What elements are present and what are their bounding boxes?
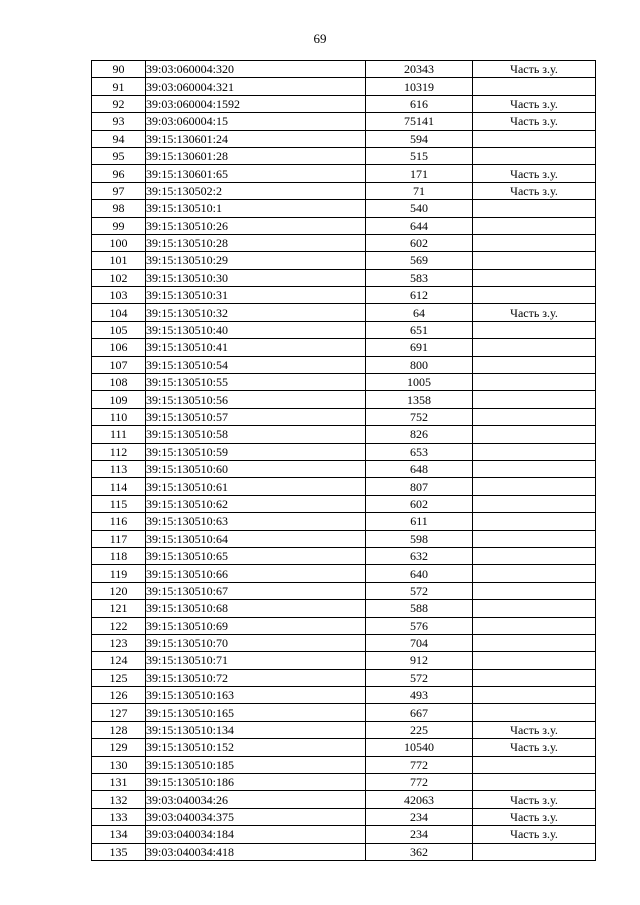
cadastral-number-cell: 39:15:130510:152 bbox=[146, 739, 366, 756]
table-row bbox=[92, 287, 596, 304]
area-cell: 20343 bbox=[366, 61, 473, 78]
note-cell: Часть з.у. bbox=[473, 165, 596, 182]
note-cell bbox=[473, 530, 596, 547]
cadastral-number-cell: 39:15:130510:26 bbox=[146, 217, 366, 234]
note-cell bbox=[473, 600, 596, 617]
row-number-cell: 119 bbox=[92, 565, 146, 582]
table-row bbox=[92, 826, 596, 843]
cadastral-number-cell: 39:15:130510:40 bbox=[146, 321, 366, 338]
cadastral-number-cell: 39:15:130510:62 bbox=[146, 495, 366, 512]
row-number-cell: 94 bbox=[92, 130, 146, 147]
note-cell bbox=[473, 339, 596, 356]
note-cell: Часть з.у. bbox=[473, 61, 596, 78]
row-number-cell: 96 bbox=[92, 165, 146, 182]
note-cell: Часть з.у. bbox=[473, 95, 596, 112]
note-cell bbox=[473, 652, 596, 669]
table-row bbox=[92, 721, 596, 738]
row-number-cell: 105 bbox=[92, 321, 146, 338]
land-plots-table bbox=[91, 60, 596, 861]
row-number-cell: 123 bbox=[92, 634, 146, 651]
note-cell bbox=[473, 200, 596, 217]
table-row bbox=[92, 252, 596, 269]
row-number-cell: 103 bbox=[92, 287, 146, 304]
note-cell bbox=[473, 426, 596, 443]
row-number-cell: 99 bbox=[92, 217, 146, 234]
cadastral-number-cell: 39:15:130510:69 bbox=[146, 617, 366, 634]
cadastral-number-cell: 39:15:130601:65 bbox=[146, 165, 366, 182]
table-row bbox=[92, 269, 596, 286]
row-number-cell: 132 bbox=[92, 791, 146, 808]
table-row bbox=[92, 704, 596, 721]
note-cell bbox=[473, 495, 596, 512]
table-row bbox=[92, 95, 596, 112]
cadastral-number-cell: 39:15:130510:163 bbox=[146, 687, 366, 704]
row-number-cell: 100 bbox=[92, 234, 146, 251]
note-cell bbox=[473, 704, 596, 721]
area-cell: 667 bbox=[366, 704, 473, 721]
row-number-cell: 102 bbox=[92, 269, 146, 286]
row-number-cell: 130 bbox=[92, 756, 146, 773]
note-cell bbox=[473, 252, 596, 269]
area-cell: 640 bbox=[366, 565, 473, 582]
note-cell: Часть з.у. bbox=[473, 826, 596, 843]
table-row bbox=[92, 495, 596, 512]
note-cell bbox=[473, 374, 596, 391]
cadastral-number-cell: 39:15:130502:2 bbox=[146, 182, 366, 199]
table-row bbox=[92, 391, 596, 408]
area-cell: 71 bbox=[366, 182, 473, 199]
area-cell: 64 bbox=[366, 304, 473, 321]
row-number-cell: 127 bbox=[92, 704, 146, 721]
cadastral-number-cell: 39:15:130510:165 bbox=[146, 704, 366, 721]
area-cell: 800 bbox=[366, 356, 473, 373]
table-row bbox=[92, 426, 596, 443]
cadastral-number-cell: 39:03:040034:418 bbox=[146, 843, 366, 860]
table-body bbox=[92, 61, 596, 861]
cadastral-number-cell: 39:15:130510:71 bbox=[146, 652, 366, 669]
area-cell: 1005 bbox=[366, 374, 473, 391]
table-row bbox=[92, 78, 596, 95]
note-cell bbox=[473, 391, 596, 408]
cadastral-number-cell: 39:15:130510:55 bbox=[146, 374, 366, 391]
row-number-cell: 98 bbox=[92, 200, 146, 217]
table-row bbox=[92, 669, 596, 686]
area-cell: 602 bbox=[366, 234, 473, 251]
row-number-cell: 97 bbox=[92, 182, 146, 199]
area-cell: 602 bbox=[366, 495, 473, 512]
row-number-cell: 101 bbox=[92, 252, 146, 269]
area-cell: 75141 bbox=[366, 113, 473, 130]
table-row bbox=[92, 113, 596, 130]
area-cell: 772 bbox=[366, 756, 473, 773]
row-number-cell: 91 bbox=[92, 78, 146, 95]
area-cell: 912 bbox=[366, 652, 473, 669]
row-number-cell: 133 bbox=[92, 808, 146, 825]
cadastral-number-cell: 39:15:130510:64 bbox=[146, 530, 366, 547]
note-cell bbox=[473, 669, 596, 686]
row-number-cell: 113 bbox=[92, 460, 146, 477]
area-cell: 653 bbox=[366, 443, 473, 460]
cadastral-number-cell: 39:03:040034:184 bbox=[146, 826, 366, 843]
note-cell: Часть з.у. bbox=[473, 182, 596, 199]
row-number-cell: 107 bbox=[92, 356, 146, 373]
note-cell bbox=[473, 443, 596, 460]
area-cell: 807 bbox=[366, 478, 473, 495]
area-cell: 572 bbox=[366, 582, 473, 599]
note-cell bbox=[473, 565, 596, 582]
area-cell: 234 bbox=[366, 826, 473, 843]
note-cell bbox=[473, 287, 596, 304]
table-row bbox=[92, 61, 596, 78]
cadastral-number-cell: 39:03:040034:375 bbox=[146, 808, 366, 825]
table-row bbox=[92, 652, 596, 669]
area-cell: 171 bbox=[366, 165, 473, 182]
row-number-cell: 90 bbox=[92, 61, 146, 78]
cadastral-number-cell: 39:15:130510:60 bbox=[146, 460, 366, 477]
note-cell bbox=[473, 408, 596, 425]
table-row bbox=[92, 634, 596, 651]
row-number-cell: 135 bbox=[92, 843, 146, 860]
cadastral-number-cell: 39:15:130510:57 bbox=[146, 408, 366, 425]
cadastral-number-cell: 39:15:130510:67 bbox=[146, 582, 366, 599]
cadastral-number-cell: 39:03:060004:321 bbox=[146, 78, 366, 95]
note-cell bbox=[473, 356, 596, 373]
table-row bbox=[92, 547, 596, 564]
table-row bbox=[92, 791, 596, 808]
note-cell bbox=[473, 234, 596, 251]
table-row bbox=[92, 739, 596, 756]
cadastral-number-cell: 39:15:130510:32 bbox=[146, 304, 366, 321]
table-row bbox=[92, 443, 596, 460]
note-cell bbox=[473, 460, 596, 477]
cadastral-number-cell: 39:03:060004:1592 bbox=[146, 95, 366, 112]
table-row bbox=[92, 460, 596, 477]
area-cell: 515 bbox=[366, 147, 473, 164]
note-cell: Часть з.у. bbox=[473, 304, 596, 321]
cadastral-number-cell: 39:15:130510:1 bbox=[146, 200, 366, 217]
cadastral-number-cell: 39:03:060004:15 bbox=[146, 113, 366, 130]
table-row bbox=[92, 374, 596, 391]
table-row bbox=[92, 234, 596, 251]
table-row bbox=[92, 165, 596, 182]
note-cell bbox=[473, 147, 596, 164]
table-row bbox=[92, 478, 596, 495]
table-row bbox=[92, 356, 596, 373]
cadastral-number-cell: 39:15:130510:185 bbox=[146, 756, 366, 773]
cadastral-number-cell: 39:15:130510:68 bbox=[146, 600, 366, 617]
note-cell bbox=[473, 617, 596, 634]
area-cell: 569 bbox=[366, 252, 473, 269]
table-row bbox=[92, 617, 596, 634]
note-cell bbox=[473, 843, 596, 860]
cadastral-number-cell: 39:15:130510:186 bbox=[146, 774, 366, 791]
row-number-cell: 108 bbox=[92, 374, 146, 391]
area-cell: 691 bbox=[366, 339, 473, 356]
area-cell: 611 bbox=[366, 513, 473, 530]
row-number-cell: 125 bbox=[92, 669, 146, 686]
row-number-cell: 104 bbox=[92, 304, 146, 321]
cadastral-number-cell: 39:15:130510:29 bbox=[146, 252, 366, 269]
note-cell bbox=[473, 513, 596, 530]
note-cell: Часть з.у. bbox=[473, 113, 596, 130]
row-number-cell: 129 bbox=[92, 739, 146, 756]
cadastral-number-cell: 39:15:130510:61 bbox=[146, 478, 366, 495]
page-number: 69 bbox=[313, 31, 327, 46]
area-cell: 632 bbox=[366, 547, 473, 564]
note-cell bbox=[473, 774, 596, 791]
area-cell: 752 bbox=[366, 408, 473, 425]
note-cell: Часть з.у. bbox=[473, 721, 596, 738]
note-cell: Часть з.у. bbox=[473, 791, 596, 808]
table-row bbox=[92, 408, 596, 425]
note-cell bbox=[473, 269, 596, 286]
area-cell: 772 bbox=[366, 774, 473, 791]
table-row bbox=[92, 130, 596, 147]
cadastral-number-cell: 39:03:040034:26 bbox=[146, 791, 366, 808]
cadastral-number-cell: 39:15:130510:41 bbox=[146, 339, 366, 356]
cadastral-number-cell: 39:15:130510:134 bbox=[146, 721, 366, 738]
row-number-cell: 131 bbox=[92, 774, 146, 791]
area-cell: 1358 bbox=[366, 391, 473, 408]
area-cell: 234 bbox=[366, 808, 473, 825]
row-number-cell: 121 bbox=[92, 600, 146, 617]
table-row bbox=[92, 843, 596, 860]
table-row bbox=[92, 339, 596, 356]
area-cell: 42063 bbox=[366, 791, 473, 808]
note-cell bbox=[473, 687, 596, 704]
row-number-cell: 115 bbox=[92, 495, 146, 512]
cadastral-number-cell: 39:15:130510:30 bbox=[146, 269, 366, 286]
note-cell bbox=[473, 321, 596, 338]
area-cell: 576 bbox=[366, 617, 473, 634]
note-cell bbox=[473, 78, 596, 95]
area-cell: 362 bbox=[366, 843, 473, 860]
area-cell: 598 bbox=[366, 530, 473, 547]
note-cell: Часть з.у. bbox=[473, 739, 596, 756]
table-row bbox=[92, 304, 596, 321]
cadastral-number-cell: 39:15:130510:56 bbox=[146, 391, 366, 408]
table-row bbox=[92, 774, 596, 791]
table-row bbox=[92, 600, 596, 617]
table-row bbox=[92, 513, 596, 530]
row-number-cell: 95 bbox=[92, 147, 146, 164]
area-cell: 826 bbox=[366, 426, 473, 443]
row-number-cell: 116 bbox=[92, 513, 146, 530]
row-number-cell: 120 bbox=[92, 582, 146, 599]
area-cell: 594 bbox=[366, 130, 473, 147]
row-number-cell: 111 bbox=[92, 426, 146, 443]
area-cell: 612 bbox=[366, 287, 473, 304]
note-cell bbox=[473, 756, 596, 773]
area-cell: 651 bbox=[366, 321, 473, 338]
cadastral-number-cell: 39:03:060004:320 bbox=[146, 61, 366, 78]
row-number-cell: 114 bbox=[92, 478, 146, 495]
table-row bbox=[92, 200, 596, 217]
note-cell bbox=[473, 634, 596, 651]
cadastral-number-cell: 39:15:130510:28 bbox=[146, 234, 366, 251]
area-cell: 540 bbox=[366, 200, 473, 217]
area-cell: 588 bbox=[366, 600, 473, 617]
row-number-cell: 118 bbox=[92, 547, 146, 564]
row-number-cell: 134 bbox=[92, 826, 146, 843]
cadastral-number-cell: 39:15:130510:31 bbox=[146, 287, 366, 304]
area-cell: 648 bbox=[366, 460, 473, 477]
note-cell bbox=[473, 478, 596, 495]
row-number-cell: 93 bbox=[92, 113, 146, 130]
cadastral-number-cell: 39:15:130510:66 bbox=[146, 565, 366, 582]
table-row bbox=[92, 530, 596, 547]
table-row bbox=[92, 756, 596, 773]
area-cell: 10319 bbox=[366, 78, 473, 95]
area-cell: 10540 bbox=[366, 739, 473, 756]
table-row bbox=[92, 147, 596, 164]
cadastral-number-cell: 39:15:130510:70 bbox=[146, 634, 366, 651]
table-row bbox=[92, 808, 596, 825]
note-cell bbox=[473, 130, 596, 147]
note-cell bbox=[473, 582, 596, 599]
row-number-cell: 128 bbox=[92, 721, 146, 738]
cadastral-number-cell: 39:15:130510:58 bbox=[146, 426, 366, 443]
note-cell bbox=[473, 217, 596, 234]
cadastral-number-cell: 39:15:130510:65 bbox=[146, 547, 366, 564]
area-cell: 493 bbox=[366, 687, 473, 704]
table-row bbox=[92, 217, 596, 234]
row-number-cell: 124 bbox=[92, 652, 146, 669]
area-cell: 583 bbox=[366, 269, 473, 286]
note-cell bbox=[473, 547, 596, 564]
row-number-cell: 126 bbox=[92, 687, 146, 704]
table-row bbox=[92, 582, 596, 599]
table-row bbox=[92, 321, 596, 338]
table-row bbox=[92, 687, 596, 704]
table-row bbox=[92, 182, 596, 199]
row-number-cell: 92 bbox=[92, 95, 146, 112]
area-cell: 572 bbox=[366, 669, 473, 686]
note-cell: Часть з.у. bbox=[473, 808, 596, 825]
area-cell: 644 bbox=[366, 217, 473, 234]
row-number-cell: 117 bbox=[92, 530, 146, 547]
area-cell: 616 bbox=[366, 95, 473, 112]
cadastral-number-cell: 39:15:130510:59 bbox=[146, 443, 366, 460]
cadastral-number-cell: 39:15:130510:72 bbox=[146, 669, 366, 686]
row-number-cell: 109 bbox=[92, 391, 146, 408]
row-number-cell: 110 bbox=[92, 408, 146, 425]
area-cell: 225 bbox=[366, 721, 473, 738]
row-number-cell: 112 bbox=[92, 443, 146, 460]
cadastral-number-cell: 39:15:130510:63 bbox=[146, 513, 366, 530]
cadastral-number-cell: 39:15:130510:54 bbox=[146, 356, 366, 373]
table-row bbox=[92, 565, 596, 582]
cadastral-number-cell: 39:15:130601:24 bbox=[146, 130, 366, 147]
area-cell: 704 bbox=[366, 634, 473, 651]
row-number-cell: 106 bbox=[92, 339, 146, 356]
row-number-cell: 122 bbox=[92, 617, 146, 634]
cadastral-number-cell: 39:15:130601:28 bbox=[146, 147, 366, 164]
